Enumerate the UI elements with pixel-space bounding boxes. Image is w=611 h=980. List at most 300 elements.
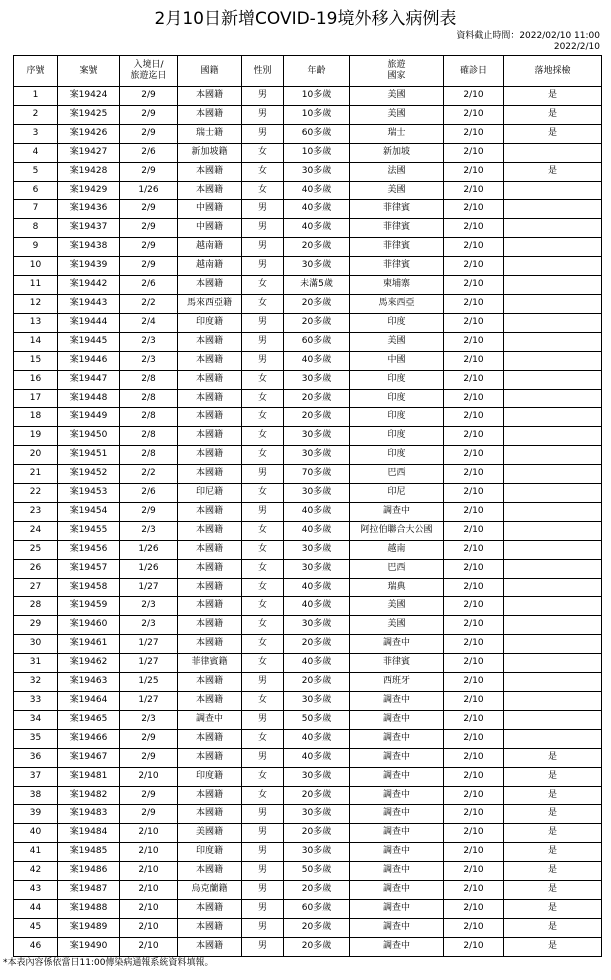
cell-index: 35 xyxy=(14,729,58,748)
cell-confirm-date: 2/10 xyxy=(444,597,504,616)
cell-entry-date: 2/3 xyxy=(120,616,178,635)
table-row xyxy=(14,881,602,900)
header-label: 落地採檢 xyxy=(534,65,571,76)
cell-travel-country: 印度 xyxy=(350,427,444,446)
table-row xyxy=(14,370,602,389)
cell-arrival-test xyxy=(504,597,602,616)
cell-index: 46 xyxy=(14,937,58,956)
cell-case-no: 案19444 xyxy=(58,313,120,332)
table-row xyxy=(14,238,602,257)
cell-arrival-test xyxy=(504,559,602,578)
cell-nationality: 本國籍 xyxy=(178,389,242,408)
cell-arrival-test xyxy=(504,408,602,427)
cell-age: 60多歲 xyxy=(284,124,350,143)
header-label: 年齡 xyxy=(307,65,326,76)
cell-confirm-date: 2/10 xyxy=(444,181,504,200)
cell-index: 34 xyxy=(14,710,58,729)
col-header-index xyxy=(14,56,58,87)
cell-sex: 男 xyxy=(242,502,284,521)
cell-confirm-date: 2/10 xyxy=(444,767,504,786)
cell-confirm-date: 2/10 xyxy=(444,370,504,389)
cell-sex: 女 xyxy=(242,521,284,540)
table-row xyxy=(14,181,602,200)
cell-case-no: 案19424 xyxy=(58,87,120,106)
cell-case-no: 案19429 xyxy=(58,181,120,200)
col-header-entry-date xyxy=(120,56,178,87)
cell-age: 50多歲 xyxy=(284,862,350,881)
cell-confirm-date: 2/10 xyxy=(444,559,504,578)
cell-index: 29 xyxy=(14,616,58,635)
col-header-sex xyxy=(242,56,284,87)
cell-case-no: 案19450 xyxy=(58,427,120,446)
cell-case-no: 案19461 xyxy=(58,635,120,654)
cell-arrival-test xyxy=(504,332,602,351)
table-row xyxy=(14,351,602,370)
cell-entry-date: 2/10 xyxy=(120,881,178,900)
cell-travel-country: 調查中 xyxy=(350,748,444,767)
cell-travel-country: 新加坡 xyxy=(350,143,444,162)
cell-index: 20 xyxy=(14,446,58,465)
cell-case-no: 案19460 xyxy=(58,616,120,635)
cell-entry-date: 2/8 xyxy=(120,389,178,408)
cell-index: 36 xyxy=(14,748,58,767)
cell-index: 22 xyxy=(14,484,58,503)
cell-confirm-date: 2/10 xyxy=(444,540,504,559)
cell-index: 3 xyxy=(14,124,58,143)
cell-travel-country: 馬來西亞 xyxy=(350,294,444,313)
cell-entry-date: 2/10 xyxy=(120,843,178,862)
table-row xyxy=(14,540,602,559)
cell-nationality: 本國籍 xyxy=(178,862,242,881)
cell-index: 21 xyxy=(14,465,58,484)
cell-travel-country: 巴西 xyxy=(350,559,444,578)
cell-sex: 男 xyxy=(242,937,284,956)
cell-entry-date: 2/10 xyxy=(120,899,178,918)
cell-nationality: 本國籍 xyxy=(178,332,242,351)
cell-index: 9 xyxy=(14,238,58,257)
cell-nationality: 越南籍 xyxy=(178,238,242,257)
cell-entry-date: 2/9 xyxy=(120,257,178,276)
cell-travel-country: 印度 xyxy=(350,408,444,427)
cell-sex: 男 xyxy=(242,805,284,824)
cell-age: 20多歲 xyxy=(284,881,350,900)
cell-index: 31 xyxy=(14,654,58,673)
cell-index: 11 xyxy=(14,276,58,295)
cell-sex: 女 xyxy=(242,786,284,805)
cell-age: 60多歲 xyxy=(284,899,350,918)
cell-entry-date: 2/9 xyxy=(120,105,178,124)
cell-travel-country: 美國 xyxy=(350,597,444,616)
cell-confirm-date: 2/10 xyxy=(444,899,504,918)
cell-nationality: 印度籍 xyxy=(178,313,242,332)
cell-confirm-date: 2/10 xyxy=(444,105,504,124)
cell-index: 5 xyxy=(14,162,58,181)
table-row xyxy=(14,729,602,748)
table-row xyxy=(14,767,602,786)
col-header-case-no xyxy=(58,56,120,87)
cell-case-no: 案19488 xyxy=(58,899,120,918)
cell-confirm-date: 2/10 xyxy=(444,313,504,332)
cell-age: 30多歲 xyxy=(284,370,350,389)
cell-sex: 女 xyxy=(242,597,284,616)
cell-case-no: 案19454 xyxy=(58,502,120,521)
cell-case-no: 案19442 xyxy=(58,276,120,295)
cell-index: 24 xyxy=(14,521,58,540)
cell-entry-date: 1/27 xyxy=(120,578,178,597)
cell-sex: 女 xyxy=(242,616,284,635)
cell-case-no: 案19448 xyxy=(58,389,120,408)
cell-entry-date: 2/9 xyxy=(120,786,178,805)
table-row xyxy=(14,559,602,578)
cell-nationality: 越南籍 xyxy=(178,257,242,276)
cell-entry-date: 2/2 xyxy=(120,294,178,313)
cell-travel-country: 美國 xyxy=(350,87,444,106)
cell-age: 20多歲 xyxy=(284,673,350,692)
cell-travel-country: 美國 xyxy=(350,181,444,200)
cell-confirm-date: 2/10 xyxy=(444,238,504,257)
cell-confirm-date: 2/10 xyxy=(444,162,504,181)
cell-travel-country: 美國 xyxy=(350,332,444,351)
cell-nationality: 菲律賓籍 xyxy=(178,654,242,673)
cell-confirm-date: 2/10 xyxy=(444,937,504,956)
cell-age: 30多歲 xyxy=(284,616,350,635)
cell-nationality: 本國籍 xyxy=(178,181,242,200)
cell-sex: 男 xyxy=(242,710,284,729)
cell-index: 12 xyxy=(14,294,58,313)
cell-confirm-date: 2/10 xyxy=(444,276,504,295)
cell-confirm-date: 2/10 xyxy=(444,673,504,692)
cell-age: 40多歲 xyxy=(284,351,350,370)
cell-sex: 女 xyxy=(242,559,284,578)
cell-arrival-test xyxy=(504,200,602,219)
table-row xyxy=(14,219,602,238)
cell-sex: 女 xyxy=(242,408,284,427)
cell-index: 17 xyxy=(14,389,58,408)
cell-confirm-date: 2/10 xyxy=(444,881,504,900)
cell-travel-country: 調查中 xyxy=(350,918,444,937)
cell-arrival-test xyxy=(504,729,602,748)
cell-case-no: 案19482 xyxy=(58,786,120,805)
cell-sex: 女 xyxy=(242,692,284,711)
cell-arrival-test xyxy=(504,502,602,521)
cell-sex: 男 xyxy=(242,881,284,900)
cell-sex: 男 xyxy=(242,257,284,276)
cell-confirm-date: 2/10 xyxy=(444,502,504,521)
cell-nationality: 馬來西亞籍 xyxy=(178,294,242,313)
cell-confirm-date: 2/10 xyxy=(444,862,504,881)
cell-arrival-test: 是 xyxy=(504,124,602,143)
page-title: 2月10日新增COVID-19境外移入病例表 xyxy=(154,9,457,29)
cell-confirm-date: 2/10 xyxy=(444,87,504,106)
cell-case-no: 案19481 xyxy=(58,767,120,786)
table-row xyxy=(14,578,602,597)
table-body xyxy=(14,87,602,957)
cell-age: 30多歲 xyxy=(284,427,350,446)
cell-travel-country: 調查中 xyxy=(350,899,444,918)
cell-sex: 男 xyxy=(242,105,284,124)
cell-sex: 女 xyxy=(242,446,284,465)
cell-nationality: 本國籍 xyxy=(178,521,242,540)
cell-sex: 男 xyxy=(242,87,284,106)
cell-arrival-test xyxy=(504,238,602,257)
cell-arrival-test: 是 xyxy=(504,881,602,900)
cell-sex: 女 xyxy=(242,654,284,673)
cell-case-no: 案19446 xyxy=(58,351,120,370)
table-row xyxy=(14,692,602,711)
cell-age: 20多歲 xyxy=(284,824,350,843)
cell-sex: 男 xyxy=(242,918,284,937)
cell-confirm-date: 2/10 xyxy=(444,578,504,597)
cell-arrival-test xyxy=(504,673,602,692)
header-label: 國家 xyxy=(387,71,406,81)
cell-sex: 女 xyxy=(242,635,284,654)
col-header-nationality xyxy=(178,56,242,87)
cell-sex: 男 xyxy=(242,673,284,692)
table-row xyxy=(14,899,602,918)
cell-travel-country: 調查中 xyxy=(350,767,444,786)
header-label: 入境日/ xyxy=(133,60,164,70)
cell-entry-date: 2/10 xyxy=(120,824,178,843)
cell-nationality: 印尼籍 xyxy=(178,484,242,503)
table-header-row xyxy=(14,56,602,87)
cell-case-no: 案19426 xyxy=(58,124,120,143)
cell-nationality: 本國籍 xyxy=(178,673,242,692)
table-row xyxy=(14,502,602,521)
cell-entry-date: 2/9 xyxy=(120,87,178,106)
table-row xyxy=(14,446,602,465)
cell-case-no: 案19443 xyxy=(58,294,120,313)
cell-age: 40多歲 xyxy=(284,219,350,238)
cell-entry-date: 1/26 xyxy=(120,540,178,559)
cell-travel-country: 調查中 xyxy=(350,710,444,729)
cell-nationality: 本國籍 xyxy=(178,370,242,389)
cell-index: 23 xyxy=(14,502,58,521)
cell-age: 10多歲 xyxy=(284,105,350,124)
cell-arrival-test: 是 xyxy=(504,937,602,956)
cell-age: 20多歲 xyxy=(284,937,350,956)
col-header-arrival-test xyxy=(504,56,602,87)
cell-nationality: 本國籍 xyxy=(178,597,242,616)
cell-entry-date: 2/6 xyxy=(120,143,178,162)
cell-index: 4 xyxy=(14,143,58,162)
cell-case-no: 案19439 xyxy=(58,257,120,276)
cell-travel-country: 瑞士 xyxy=(350,124,444,143)
col-header-age xyxy=(284,56,350,87)
cell-entry-date: 2/10 xyxy=(120,937,178,956)
cell-index: 1 xyxy=(14,87,58,106)
cell-confirm-date: 2/10 xyxy=(444,635,504,654)
cell-travel-country: 越南 xyxy=(350,540,444,559)
cell-sex: 男 xyxy=(242,124,284,143)
cell-nationality: 本國籍 xyxy=(178,578,242,597)
header-label: 確診日 xyxy=(459,65,487,76)
cell-case-no: 案19437 xyxy=(58,219,120,238)
cell-age: 30多歲 xyxy=(284,446,350,465)
data-cutoff-time: 資料截止時間：2022/02/10 11:00 xyxy=(456,31,600,41)
cell-sex: 女 xyxy=(242,484,284,503)
cell-arrival-test xyxy=(504,427,602,446)
table-row xyxy=(14,843,602,862)
cell-arrival-test: 是 xyxy=(504,162,602,181)
cell-nationality: 瑞士籍 xyxy=(178,124,242,143)
cell-sex: 女 xyxy=(242,181,284,200)
cell-entry-date: 2/9 xyxy=(120,502,178,521)
cell-travel-country: 菲律賓 xyxy=(350,200,444,219)
cell-travel-country: 調查中 xyxy=(350,729,444,748)
cell-age: 30多歲 xyxy=(284,540,350,559)
table-row xyxy=(14,484,602,503)
cell-index: 44 xyxy=(14,899,58,918)
table-row xyxy=(14,162,602,181)
cell-arrival-test: 是 xyxy=(504,862,602,881)
cell-entry-date: 2/9 xyxy=(120,805,178,824)
table-row xyxy=(14,313,602,332)
cell-arrival-test xyxy=(504,294,602,313)
cell-nationality: 本國籍 xyxy=(178,559,242,578)
cell-index: 28 xyxy=(14,597,58,616)
footnote: *本表內容係依當日11:00傳染病通報系統資料填報。 xyxy=(3,958,214,968)
cell-nationality: 印度籍 xyxy=(178,767,242,786)
cell-travel-country: 調查中 xyxy=(350,881,444,900)
cell-entry-date: 2/8 xyxy=(120,446,178,465)
table-row xyxy=(14,597,602,616)
cell-arrival-test xyxy=(504,540,602,559)
header-label: 旅遊迄日 xyxy=(130,71,167,81)
cell-arrival-test xyxy=(504,578,602,597)
cell-confirm-date: 2/10 xyxy=(444,616,504,635)
cell-index: 26 xyxy=(14,559,58,578)
cell-nationality: 本國籍 xyxy=(178,540,242,559)
cell-case-no: 案19467 xyxy=(58,748,120,767)
cell-case-no: 案19485 xyxy=(58,843,120,862)
cell-entry-date: 1/26 xyxy=(120,559,178,578)
cell-entry-date: 2/9 xyxy=(120,219,178,238)
cell-travel-country: 調查中 xyxy=(350,805,444,824)
cell-entry-date: 2/10 xyxy=(120,918,178,937)
cell-case-no: 案19489 xyxy=(58,918,120,937)
cell-arrival-test: 是 xyxy=(504,805,602,824)
cell-nationality: 本國籍 xyxy=(178,729,242,748)
cell-entry-date: 1/26 xyxy=(120,181,178,200)
cell-index: 37 xyxy=(14,767,58,786)
cell-sex: 女 xyxy=(242,427,284,446)
cell-sex: 女 xyxy=(242,162,284,181)
table-row xyxy=(14,862,602,881)
cell-age: 40多歲 xyxy=(284,729,350,748)
cell-index: 39 xyxy=(14,805,58,824)
cell-travel-country: 調查中 xyxy=(350,692,444,711)
cell-index: 18 xyxy=(14,408,58,427)
cell-case-no: 案19462 xyxy=(58,654,120,673)
table-row xyxy=(14,257,602,276)
cell-travel-country: 菲律賓 xyxy=(350,257,444,276)
cell-age: 30多歲 xyxy=(284,692,350,711)
cell-entry-date: 2/10 xyxy=(120,767,178,786)
cell-case-no: 案19463 xyxy=(58,673,120,692)
cell-age: 20多歲 xyxy=(284,238,350,257)
cell-sex: 男 xyxy=(242,238,284,257)
cell-index: 25 xyxy=(14,540,58,559)
cell-case-no: 案19445 xyxy=(58,332,120,351)
cell-arrival-test: 是 xyxy=(504,767,602,786)
cell-arrival-test: 是 xyxy=(504,87,602,106)
cell-arrival-test xyxy=(504,635,602,654)
cell-entry-date: 2/9 xyxy=(120,162,178,181)
cell-entry-date: 2/3 xyxy=(120,710,178,729)
cell-travel-country: 調查中 xyxy=(350,502,444,521)
cell-travel-country: 巴西 xyxy=(350,465,444,484)
cell-confirm-date: 2/10 xyxy=(444,446,504,465)
cell-arrival-test xyxy=(504,521,602,540)
cell-case-no: 案19436 xyxy=(58,200,120,219)
cell-confirm-date: 2/10 xyxy=(444,729,504,748)
cell-arrival-test: 是 xyxy=(504,748,602,767)
cell-travel-country: 印度 xyxy=(350,389,444,408)
header-label: 性別 xyxy=(253,65,272,76)
cell-age: 20多歲 xyxy=(284,294,350,313)
cell-travel-country: 調查中 xyxy=(350,786,444,805)
cell-arrival-test: 是 xyxy=(504,786,602,805)
table-row xyxy=(14,332,602,351)
cell-entry-date: 2/8 xyxy=(120,427,178,446)
table-row xyxy=(14,673,602,692)
cell-index: 19 xyxy=(14,427,58,446)
cell-sex: 男 xyxy=(242,824,284,843)
cell-nationality: 本國籍 xyxy=(178,162,242,181)
cell-arrival-test: 是 xyxy=(504,105,602,124)
cell-nationality: 本國籍 xyxy=(178,918,242,937)
cell-arrival-test: 是 xyxy=(504,899,602,918)
table-row xyxy=(14,521,602,540)
cell-arrival-test xyxy=(504,257,602,276)
cell-confirm-date: 2/10 xyxy=(444,521,504,540)
cell-age: 30多歲 xyxy=(284,559,350,578)
cell-index: 15 xyxy=(14,351,58,370)
cell-index: 6 xyxy=(14,181,58,200)
cell-case-no: 案19451 xyxy=(58,446,120,465)
cell-sex: 女 xyxy=(242,767,284,786)
case-table xyxy=(13,55,602,957)
cell-age: 20多歲 xyxy=(284,313,350,332)
cell-index: 30 xyxy=(14,635,58,654)
table-row xyxy=(14,786,602,805)
cell-sex: 女 xyxy=(242,389,284,408)
cell-case-no: 案19427 xyxy=(58,143,120,162)
cell-travel-country: 調查中 xyxy=(350,937,444,956)
cell-confirm-date: 2/10 xyxy=(444,465,504,484)
col-header-confirm-date xyxy=(444,56,504,87)
cell-entry-date: 2/3 xyxy=(120,351,178,370)
cell-nationality: 本國籍 xyxy=(178,692,242,711)
cell-arrival-test xyxy=(504,484,602,503)
cell-case-no: 案19458 xyxy=(58,578,120,597)
col-header-travel-country xyxy=(350,56,444,87)
cell-age: 40多歲 xyxy=(284,654,350,673)
cell-index: 7 xyxy=(14,200,58,219)
cell-case-no: 案19486 xyxy=(58,862,120,881)
table-row xyxy=(14,748,602,767)
cell-entry-date: 1/25 xyxy=(120,673,178,692)
cell-sex: 男 xyxy=(242,862,284,881)
cell-entry-date: 2/6 xyxy=(120,484,178,503)
cell-confirm-date: 2/10 xyxy=(444,692,504,711)
cell-case-no: 案19438 xyxy=(58,238,120,257)
cell-entry-date: 2/2 xyxy=(120,465,178,484)
cell-case-no: 案19487 xyxy=(58,881,120,900)
cell-entry-date: 2/9 xyxy=(120,200,178,219)
cell-arrival-test xyxy=(504,389,602,408)
table-row xyxy=(14,200,602,219)
